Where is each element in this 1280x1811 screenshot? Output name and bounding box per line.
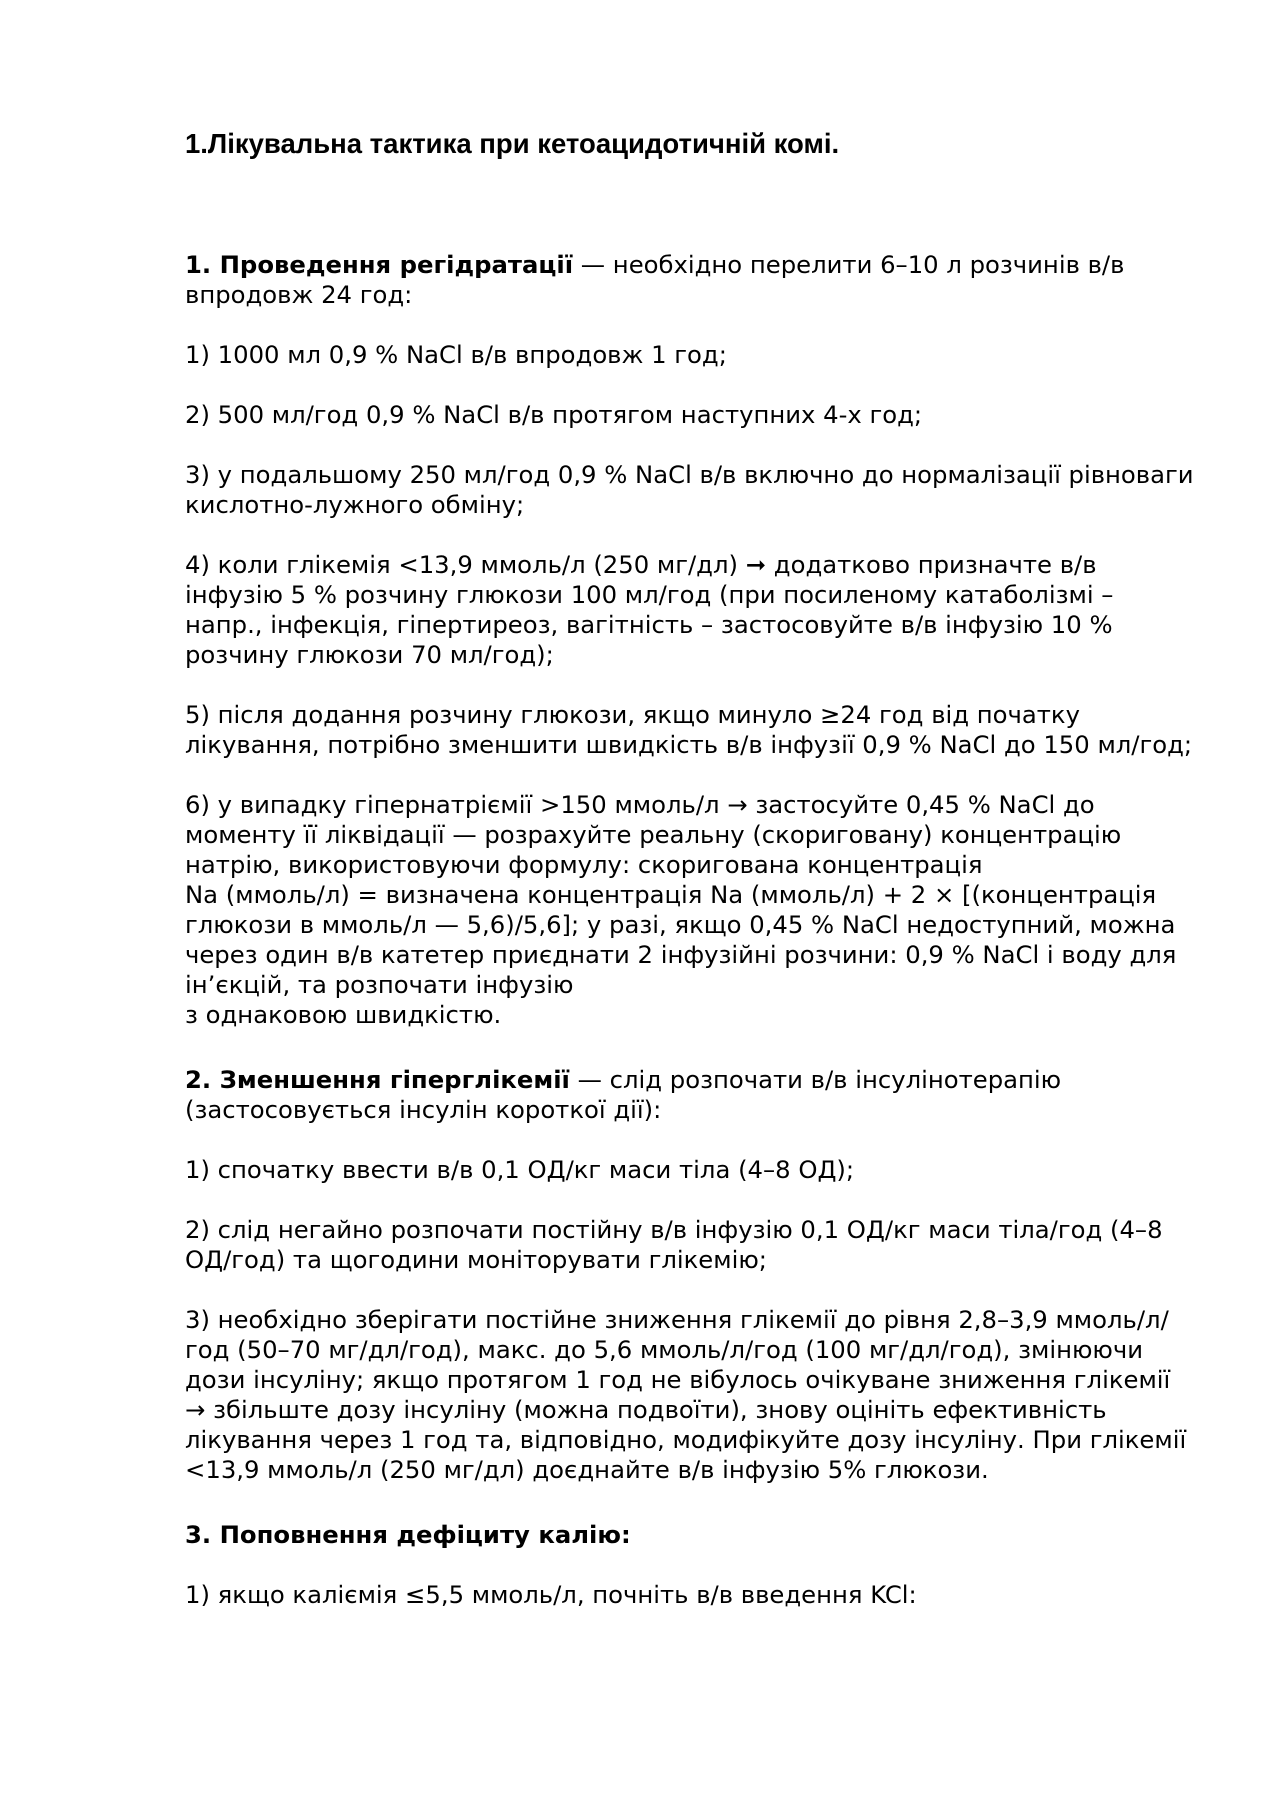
list-item: 5) після додання розчину глюкози, якщо минуло ≥24 год від початку лікування, потрібно зменшити швидкість в/в інфузії 0,9 % NaCl до 150 мл/год; — [185, 700, 1193, 759]
list-item: 2) 500 мл/год 0,9 % NaCl в/в протягом наступних 4-х год; — [185, 400, 923, 429]
section-heading: 2. Зменшення гіперглікемії — [185, 1065, 570, 1094]
list-item: 2) слід негайно розпочати постійну в/в інфузію 0,1 ОД/кг маси тіла/год (4–8 ОД/год) та щогодини моніторувати глікемію; — [185, 1215, 1163, 1274]
section-3-heading — [185, 1520, 1195, 1550]
list-item: 1) якщо каліємія ≤5,5 ммоль/л, почніть в/в введення KCl: — [185, 1580, 917, 1609]
list-item: 1) спочатку ввести в/в 0,1 ОД/кг маси тіла (4–8 ОД); — [185, 1155, 855, 1184]
list-item-6-last-line: з однаковою швидкістю. — [185, 1000, 502, 1029]
list-item-6-formula: Na (ммоль/л) = визначена концентрація Na (ммоль/л) + 2 × [(концентрація глюкози в ммоль/л — 5,6)/5,6]; у разі, якщо 0,45 % NaCl недоступний, можна через один в/в катетер приєднати 2 інфузійні розчини: 0,9 % NaCl і воду для ін’єкцій, та розпочати інфузію — [185, 880, 1177, 999]
section-1-intro — [185, 250, 1195, 310]
list-item: 4) коли глікемія <13,9 ммоль/л (250 мг/дл) ➞ додатково призначте в/в інфузію 5 % розчину глюкози 100 мл/год (при посиленому катаболізмі – напр., інфекція, гіпертиреоз, вагітність – застосовуйте в/в інфузію 10 % розчину глюкози 70 мл/год); — [185, 550, 1114, 669]
list-item: 3) необхідно зберігати постійне зниження глікемії до рівня 2,8–3,9 ммоль/л/год (50–70 мг/дл/год), макс. до 5,6 ммоль/л/год (100 мг/дл/год), змінюючи дози інсуліну; якщо протягом 1 год не вібулось очікуване зниження глікемії → збільште дозу інсуліну (можна подвоїти), знову оцініть ефективність лікування через 1 год та, відповідно, модифікуйте дозу інсуліну. При глікемії <13,9 ммоль/л (250 мг/дл) доєднайте в/в інфузію 5% глюкози. — [185, 1305, 1187, 1484]
section-intro-text: — слід розпочати в/в інсулінотерапію (застосовується інсулін короткої дії): — [185, 1065, 1062, 1124]
document-title: 1.Лікувальна тактика при кетоацидотичній комі. — [185, 128, 840, 159]
list-item-6 — [185, 790, 1195, 1030]
section-intro-text: — необхідно перелити 6–10 л розчинів в/в впродовж 24 год: — [185, 250, 1125, 309]
list-item-6-text: 6) у випадку гіпернатріємії >150 ммоль/л → застосуйте 0,45 % NaCl до моменту її ліквідації — розрахуйте реальну (скориговану) концентрацію натрію, використовуючи формулу: скоригована концентрація — [185, 790, 1122, 879]
document-body — [185, 250, 1195, 1610]
list-item: 3) у подальшому 250 мл/год 0,9 % NaCl в/в включно до нормалізації рівноваги кислотно-лужного обміну; — [185, 460, 1194, 519]
section-2-intro — [185, 1065, 1195, 1125]
section-heading: 1. Проведення регідратації — [185, 250, 574, 279]
section-heading: 3. Поповнення дефіциту калію: — [185, 1520, 631, 1549]
list-item: 1) 1000 мл 0,9 % NaCl в/в впродовж 1 год; — [185, 340, 727, 369]
